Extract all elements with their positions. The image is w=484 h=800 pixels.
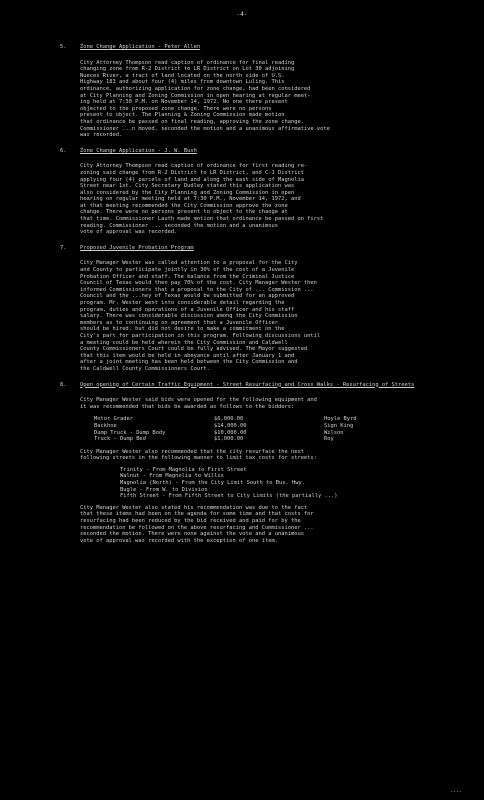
text-line: at that meeting recommended the City Commission approve the zone — [80, 202, 288, 209]
table-row — [94, 430, 394, 437]
section-body — [80, 60, 438, 139]
page-number: -4- — [236, 11, 248, 18]
text-line: that these items had been on the agenda for some time and that costs for — [80, 511, 314, 518]
list-item: Trinity - From Magnolia to First Street — [120, 466, 247, 473]
text-line: City Attorney Thompson read caption of ordinance for first reading re- — [80, 163, 308, 170]
minutes-document — [60, 44, 438, 553]
list-item: Walnut - From Magnolia to Willis — [120, 473, 224, 480]
table-cell: $10,000.00 — [214, 429, 247, 436]
text-line: present to object. The Planning & Zoning Commission made motion — [80, 112, 285, 119]
text-line: Commissioner ...n moved, seconded the motion and a unanimous affirmative vote — [80, 125, 330, 132]
text-line: salary. There was considerable discussion among the City Commission — [80, 313, 298, 320]
table-cell: Wilson — [324, 429, 344, 436]
text-line: also considered by the City Planning and Zoning Commission in open — [80, 189, 295, 196]
text-line: recommendation be followed on the above resurfacing and Commissioner ... — [80, 524, 314, 531]
text-line: it was recommended that bids be awarded as follows to the bidders: — [80, 403, 295, 410]
text-line: ordinance, authorizing application for zone change, had been considered — [80, 85, 311, 92]
table-row — [94, 436, 394, 443]
text-line: a meeting could be held wherein the City Commission and Caldwell — [80, 339, 288, 346]
text-line: objected to the proposed zone change. There were no persons — [80, 105, 272, 112]
text-line: City Attorney Thompson read caption of ordinance for final reading — [80, 59, 295, 66]
text-line: that time. Commissioner Lauth made motion that ordinance be passed on first — [80, 216, 324, 223]
text-line: City's part for participation in this program. Following discussions until — [80, 332, 321, 339]
table-cell: Roy — [324, 436, 334, 443]
text-line: resurfacing had been reduced by the bid received and paid for by the — [80, 518, 301, 525]
text-line: vote of approval was recorded. — [80, 229, 178, 236]
text-line: Probation Officer and staff. The balance from the Criminal Justice — [80, 273, 295, 280]
table-cell: Hoyle Byrd — [324, 416, 357, 423]
text-line: at City Planning and Zoning Commission in open hearing at regular meet- — [80, 92, 311, 99]
table-cell: Dump Truck - Dump Body — [94, 429, 166, 436]
table-cell: Backhoe — [94, 422, 117, 429]
text-line: members as to continuing on agreement that a Juvenile Officer — [80, 319, 278, 326]
text-line: the Caldwell County Commissioners Court. — [80, 365, 210, 372]
section-zone-change-allen — [60, 44, 438, 139]
text-line: informed Commissioners that a proposal to the City of ... Commission ... — [80, 286, 314, 293]
text-line: City Manager Wester said bids were opened for the following equipment and — [80, 397, 317, 404]
text-line: Street near 1st. City Secretary Dudley stated this application was — [80, 183, 295, 190]
text-line: after a joint meeting has been held between the City Commission and — [80, 359, 298, 366]
text-line: following streets in the following manner to limit tax costs for streets: — [80, 455, 317, 462]
section-juvenile-probation — [60, 245, 438, 373]
table-row — [94, 416, 394, 423]
text-line: Council of Texas would then pay 70% of the cost. City Manager Wester then — [80, 280, 317, 287]
text-line: applying four (4) parcels of land and along the east side of Magnolia — [80, 176, 304, 183]
text-line: that this item would be held in abeyance until after January 1 and — [80, 352, 295, 359]
section-body — [80, 397, 438, 544]
text-line: Nueces River, a tract of land located on the north side of U.S. — [80, 72, 285, 79]
text-line: Highway 183 and about four (4) miles from downtown Luling. This — [80, 79, 285, 86]
section-number: 7. — [60, 244, 67, 251]
bid-table — [94, 416, 394, 442]
text-line: seconded the motion. There were none against the vote and a unanimous — [80, 531, 304, 538]
table-cell: Motor Grader — [94, 416, 133, 423]
text-line: change. There were no persons present to object to the change at — [80, 209, 288, 216]
list-item: Magnolia (North) - From the City Limit South to Bus. Hwy. — [120, 480, 305, 487]
list-item: Fifth Street - From Fifth Street to City Limits (the partially ...) — [120, 493, 338, 500]
text-line: County Commissioners Court could be fully advised. The Mayor suggested — [80, 346, 308, 353]
section-title: Zone Change Application - Peter Allen — [80, 44, 201, 50]
text-line: and County to participate jointly in 30% of the cost of a Juvenile — [80, 267, 295, 274]
footer-mark: ---- — [449, 789, 462, 796]
table-row — [94, 423, 394, 430]
text-line: hearing on regular meeting held at 7:30 P.M., November 14, 1972, and — [80, 196, 301, 203]
text-line: reading. Commissioner ... seconded the motion and a unanimous — [80, 222, 278, 229]
section-body — [80, 260, 438, 372]
text-line: zoning said change from R-2 District to LR District, and C-1 District — [80, 169, 304, 176]
section-body — [80, 163, 438, 236]
text-line: program. Mr. Wester went into considerable detail regarding the — [80, 300, 285, 306]
street-list — [120, 467, 438, 500]
section-number: 8. — [60, 381, 67, 388]
text-line: was recorded. — [80, 132, 123, 139]
text-line: ing held at 7:30 P.M. on November 14, 1972. No one there present — [80, 99, 288, 106]
section-number: 5. — [60, 44, 67, 50]
table-cell: $14,000.00 — [214, 422, 247, 429]
section-number: 6. — [60, 147, 67, 154]
table-cell: $1,000.00 — [214, 436, 244, 443]
section-street-equipment — [60, 382, 438, 545]
table-cell: $6,000.00 — [214, 416, 244, 423]
text-line: City Manager Wester also stated his recommendation was due to the fact — [80, 504, 308, 511]
section-title: Proposed Juvenile Probation Program — [80, 244, 194, 251]
text-line: that ordinance be passed on final reading, approving the zone change. — [80, 118, 304, 125]
text-line: vote of approval was recorded with the exception of one item. — [80, 537, 278, 544]
text-line: changing zone from R-2 District to LR District on Lot 30 adjoining — [80, 66, 295, 73]
list-item: Bugle - From W. to Division — [120, 486, 208, 493]
text-line: Council and the ...ney of Texas would be submitted for an approved — [80, 293, 295, 300]
table-cell: Truck - Dump Bed — [94, 436, 146, 443]
section-zone-change-bush — [60, 148, 438, 236]
text-line: City Manager Wester was called attention to a proposal for the City — [80, 260, 298, 267]
table-cell: Sign King — [324, 422, 354, 429]
text-line: program, duties and operations of a Juvenile Officer and his staff — [80, 306, 295, 313]
section-title: Zone Change Application - J. W. Bush — [80, 147, 197, 154]
text-line: City Manager Wester also recommended that the city resurface the next — [80, 448, 304, 455]
text-line: should be hired, but did not desire to make a commitment on the — [80, 326, 285, 333]
section-title: Open opening of Certain Traffic Equipment - Street Resurfacing and Cross Walks - Resurfacing of Streets — [80, 381, 415, 388]
